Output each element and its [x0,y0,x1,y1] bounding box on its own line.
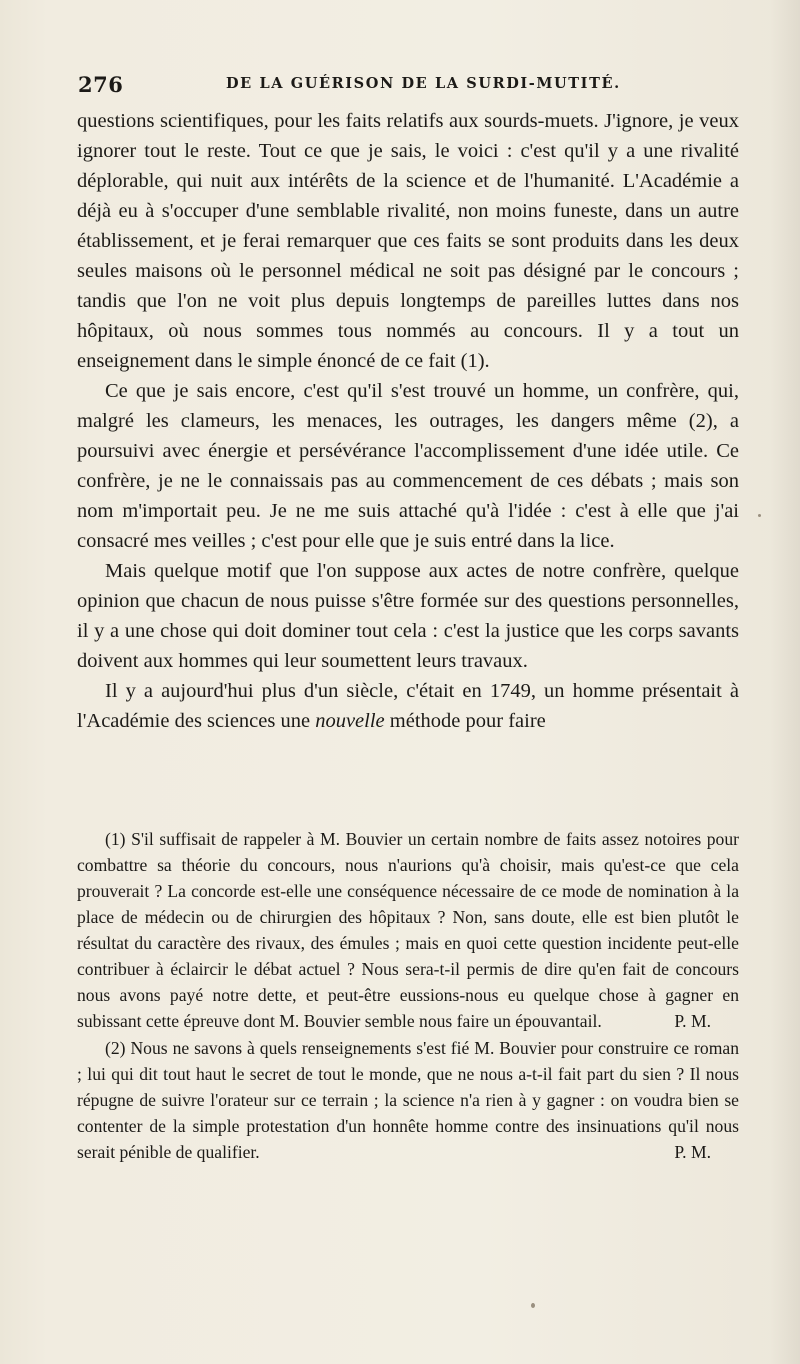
footnote-2-text: (2) Nous ne savons à quels renseignements s'est fié M. Bouvier pour construire ce roman ; lui qui dit tout haut le secret de tout le monde, que ne nous a-t-il fait part du sien ? Il nous répugne de suivre l'orateur sur ce terrain ; la science n'a rien à y gagner : on voudra bien se contenter de la simple protestation d'un honnête homme contre des insinuations qu'il nous serait pénible de qualifier. [77,1038,739,1162]
paragraph-4 [77,676,739,736]
paragraph-2: Ce que je sais encore, c'est qu'il s'est trouvé un homme, un confrère, qui, malgré les clameurs, les menaces, les outrages, les dangers même (2), a poursuivi avec énergie et persévérance l'accomplissement d'une idée utile. Ce confrère, je ne le connaissais pas au commencement de ces débats ; mais son nom m'importait peu. Je ne me suis attaché qu'à l'idée : c'est à elle que j'ai consacré mes veilles ; c'est pour elle que je suis entré dans la lice. [77,380,739,552]
paragraph-4-text-end: méthode pour faire [384,710,546,732]
paper-speck [531,1303,535,1308]
page-edge-shadow [770,0,800,1364]
footnote-2-signature: P. M. [674,1142,711,1162]
running-header [78,72,738,100]
paragraph-1: questions scientifiques, pour les faits relatifs aux sourds-muets. J'ignore, je veux ignorer tout le reste. Tout ce que je sais, le voici : c'est qu'il y a une rivalité déplorable, qui nuit aux intérêts de la science et de l'humanité. L'Académie a déjà eu à s'occuper d'une semblable rivalité, non moins funeste, dans un autre établissement, et je ferai remarquer que ces faits se sont produits dans les deux seules maisons où le personnel médical ne soit pas désigné par le concours ; tandis que l'on ne voit plus depuis longtemps de pareilles luttes dans nos hôpitaux, où nous sommes tous nommés au concours. Il y a tout un enseignement dans le simple énoncé de ce fait (1). [77,110,739,372]
footnote-1-text: (1) S'il suffisait de rappeler à M. Bouvier un certain nombre de faits assez notoires pour combattre sa théorie du concours, nous n'aurions qu'à choisir, mais qu'est-ce que cela prouverait ? La concorde est-elle une conséquence nécessaire de ce mode de nomination à la place de médecin ou de chirurgien des hôpitaux ? Non, sans doute, elle est bien plutôt le résultat du caractère des rivaux, des émules ; mais en quoi cette question incidente peut-elle contribuer à éclaircir le débat actuel ? Nous sera-t-il permis de dire qu'en fait de concours nous avons payé notre dette, et peut-être eussions-nous eu quelque chose à gagner en subissant cette épreuve dont M. Bouvier semble nous faire un épouvantail. [77,829,739,1031]
footnote-2 [77,1035,739,1165]
paper-speck [758,514,761,517]
footnote-1-signature: P. M. [674,1011,711,1031]
footnotes [77,826,739,1166]
page-number: 276 [78,72,124,97]
paragraph-3: Mais quelque motif que l'on suppose aux actes de notre confrère, quelque opinion que chacun de nous puisse s'être formée sur des questions personnelles, il y a une chose qui doit dominer tout cela : c'est la justice que les corps savants doivent aux hommes qui leur soumettent leurs travaux. [77,560,739,672]
paragraph-4-text-start: Il y a aujourd'hui plus d'un siècle, c'était en 1749, un homme présentait à l'Académie des sciences une [77,680,739,732]
paragraph-4-italic-word: nouvelle [315,710,385,732]
main-text [77,106,739,736]
footnote-1 [77,826,739,1034]
running-title: DE LA GUÉRISON DE LA SURDI-MUTITÉ. [226,75,621,92]
